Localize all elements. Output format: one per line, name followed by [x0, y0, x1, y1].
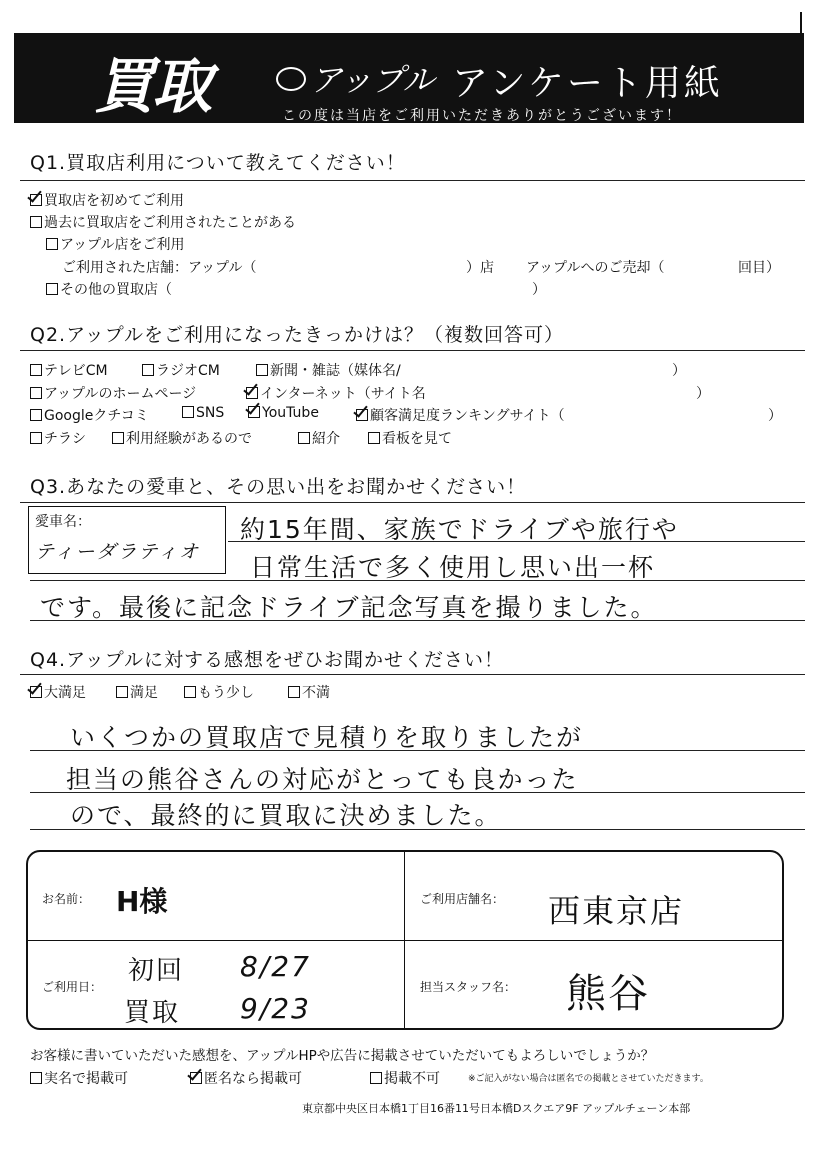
- checkbox-checked-icon[interactable]: [190, 1072, 202, 1084]
- kaitori-logo-text: 買取: [94, 52, 210, 122]
- checkbox-checked-icon[interactable]: [30, 194, 42, 206]
- q4-ruled-line: [30, 829, 805, 830]
- checkbox-checked-icon[interactable]: [30, 686, 42, 698]
- checkbox-icon[interactable]: [46, 238, 58, 250]
- first-visit-label: 初回: [128, 956, 185, 986]
- car-name-value[interactable]: ティーダラティオ: [35, 541, 200, 563]
- footer-address: 東京都中央区日本橋1丁目16番11号日本橋Dスクエア9F アップルチェーン本部: [302, 1102, 691, 1115]
- name-value[interactable]: H様: [116, 885, 168, 918]
- q2-option-google[interactable]: Googleクチコミ: [30, 405, 149, 425]
- checkbox-icon[interactable]: [116, 686, 128, 698]
- thank-you-subtitle: この度は当店をご利用いただきありがとうございます！: [282, 108, 682, 124]
- q2-option-radio[interactable]: ラジオCM: [142, 360, 220, 380]
- q4-option-very-satisfied[interactable]: 大満足: [30, 682, 86, 702]
- q2-option-tv[interactable]: テレビCM: [30, 360, 108, 380]
- q3-heading: Q3.あなたの愛車と、その思い出をお聞かせください！: [30, 476, 527, 498]
- q2-option-signboard[interactable]: 看板を見て: [368, 428, 452, 448]
- car-name-box: [28, 506, 226, 574]
- q4-answer-line-2[interactable]: 担当の熊谷さんの対応がとっても良かった: [66, 765, 579, 794]
- q3-answer-line-3[interactable]: です。最後に記念ドライブ記念写真を撮りました。: [40, 593, 658, 622]
- q4-divider: [20, 674, 805, 675]
- q2-option-youtube[interactable]: YouTube: [248, 405, 319, 421]
- checkbox-icon[interactable]: [298, 432, 310, 444]
- q1-sales-count: アップルへのご売却（: [526, 260, 665, 276]
- q2-close-paren: ）: [768, 408, 782, 424]
- q4-ruled-line: [30, 750, 805, 751]
- info-horizontal-divider: [28, 940, 782, 941]
- q4-option-unsatisfied[interactable]: 不満: [288, 682, 330, 702]
- checkbox-icon[interactable]: [370, 1072, 382, 1084]
- q2-option-newspaper[interactable]: 新聞・雑誌（媒体名/: [256, 360, 401, 380]
- q4-heading: Q4.アップルに対する感想をぜひお聞かせください！: [30, 649, 504, 671]
- store-value[interactable]: 西東京店: [548, 892, 685, 930]
- q1-store-used: ご利用された店舗：アップル（: [62, 260, 257, 276]
- car-name-label: 愛車名：: [35, 514, 91, 530]
- purchase-label: 買取: [124, 998, 181, 1028]
- checkbox-icon[interactable]: [256, 364, 268, 376]
- publish-question: お客様に書いていただいた感想を、アップルHPや広告に掲載させていただいてもよろしいでしょうか？: [30, 1048, 655, 1064]
- apple-logo-icon: [276, 67, 306, 91]
- q2-option-sns[interactable]: SNS: [182, 405, 224, 421]
- q4-option-satisfied[interactable]: 満足: [116, 682, 158, 702]
- checkbox-icon[interactable]: [368, 432, 380, 444]
- checkbox-icon[interactable]: [46, 283, 58, 295]
- q2-heading: Q2.アップルをご利用になったきっかけは？（複数回答可）: [30, 324, 564, 346]
- q4-answer-line-1[interactable]: いくつかの買取店で見積りを取りましたが: [70, 723, 584, 752]
- checkbox-checked-icon[interactable]: [356, 409, 368, 421]
- checkbox-icon[interactable]: [30, 364, 42, 376]
- corner-mark: [800, 12, 802, 34]
- name-label: お名前：: [42, 892, 91, 906]
- q1-option-apple[interactable]: アップル店をご利用: [46, 234, 184, 254]
- survey-title: アンケート用紙: [452, 63, 723, 104]
- q1-option-past[interactable]: 過去に買取店をご利用されたことがある: [30, 212, 296, 232]
- q3-ruled-line: [228, 541, 805, 542]
- checkbox-icon[interactable]: [182, 406, 194, 418]
- brand-name: アップル: [310, 61, 435, 99]
- checkbox-icon[interactable]: [142, 364, 154, 376]
- q2-option-experience[interactable]: 利用経験があるので: [112, 428, 252, 448]
- q2-divider: [20, 350, 805, 351]
- q3-ruled-line: [30, 620, 805, 621]
- publish-option-not-allowed[interactable]: 掲載不可: [370, 1068, 440, 1088]
- q3-divider: [20, 502, 805, 503]
- checkbox-icon[interactable]: [30, 387, 42, 399]
- q4-answer-line-3[interactable]: ので、最終的に買取に決めました。: [70, 801, 502, 830]
- checkbox-icon[interactable]: [288, 686, 300, 698]
- checkbox-checked-icon[interactable]: [248, 406, 260, 418]
- q1-heading: Q1.買取店利用について教えてください！: [30, 152, 406, 174]
- q4-option-little-more[interactable]: もう少し: [184, 682, 254, 702]
- q3-answer-line-1[interactable]: 約15年間、家族でドライブや旅行や: [240, 515, 679, 544]
- q1-store-suffix: ）店: [466, 260, 494, 276]
- store-label: ご利用店舗名：: [420, 892, 505, 906]
- q2-option-homepage[interactable]: アップルのホームページ: [30, 383, 196, 403]
- q1-option-other[interactable]: その他の買取店（: [46, 279, 172, 299]
- q1-other-close: ）: [532, 282, 546, 298]
- publish-option-anonymous[interactable]: 匿名なら掲載可: [190, 1068, 302, 1088]
- q2-option-internet[interactable]: インターネット（サイト名: [246, 383, 426, 403]
- checkbox-icon[interactable]: [184, 686, 196, 698]
- publish-option-real-name[interactable]: 実名で掲載可: [30, 1068, 128, 1088]
- q2-option-ranking[interactable]: 顧客満足度ランキングサイト（: [356, 405, 565, 425]
- first-visit-date[interactable]: 8/27: [240, 950, 311, 983]
- checkbox-icon[interactable]: [30, 432, 42, 444]
- purchase-date[interactable]: 9/23: [240, 992, 311, 1025]
- q3-answer-line-2[interactable]: 日常生活で多く使用し思い出一杯: [250, 553, 656, 582]
- q4-ruled-line: [30, 792, 805, 793]
- q1-sales-suffix: 回目）: [738, 260, 780, 276]
- q2-option-flyer[interactable]: チラシ: [30, 428, 86, 448]
- customer-info-box: [26, 850, 784, 1030]
- q2-close-paren: ）: [672, 363, 686, 379]
- checkbox-checked-icon[interactable]: [246, 387, 258, 399]
- staff-label: 担当スタッフ名：: [420, 980, 517, 994]
- checkbox-icon[interactable]: [30, 1072, 42, 1084]
- checkbox-icon[interactable]: [30, 409, 42, 421]
- q3-ruled-line: [30, 580, 805, 581]
- q1-option-first[interactable]: 買取店を初めてご利用: [30, 190, 184, 210]
- checkbox-icon[interactable]: [112, 432, 124, 444]
- checkbox-icon[interactable]: [30, 216, 42, 228]
- header-banner: [14, 33, 804, 123]
- q2-close-paren: ）: [696, 386, 710, 402]
- q1-divider: [20, 180, 805, 181]
- date-label: ご利用日：: [42, 980, 103, 994]
- staff-value[interactable]: 熊谷: [566, 971, 650, 1017]
- publish-note: ※ご記入がない場合は匿名での掲載とさせていただきます。: [468, 1074, 709, 1084]
- q2-option-referral[interactable]: 紹介: [298, 428, 340, 448]
